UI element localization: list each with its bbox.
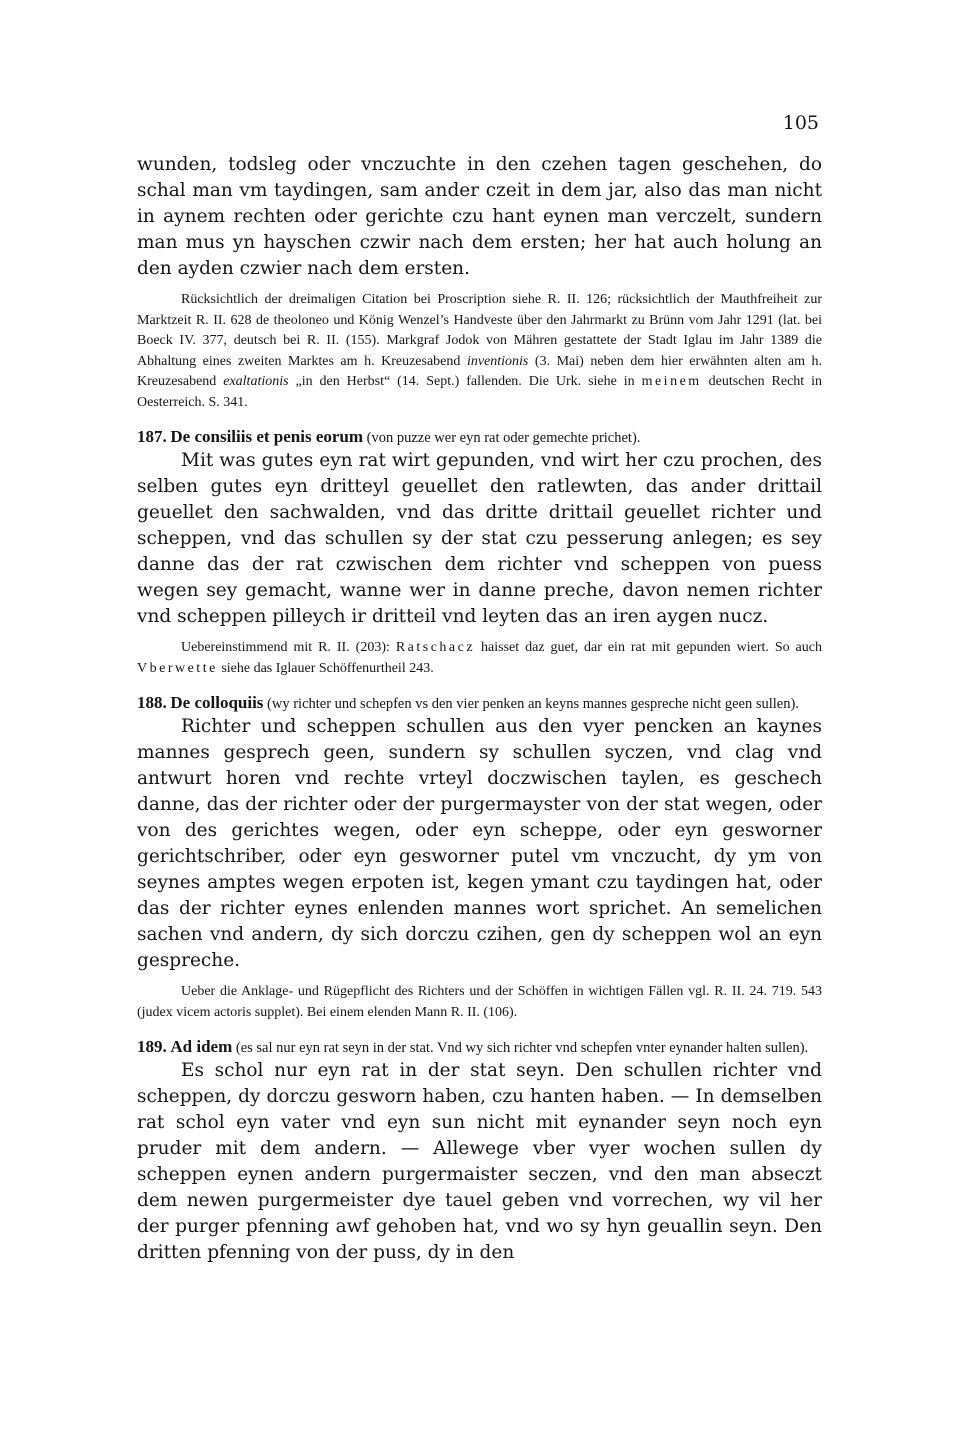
section-187-note: Uebereinstimmend mit R. II. (203): Ratschacz haisset daz guet, dar ein rat mit gepunden wiert. So auch Vberwette siehe das Iglauer Schöffenurtheil 243. [137,640,822,676]
section-188-body: Richter und scheppen schullen aus den vyer pencken an kaynes mannes gesprech geen, sundern sy schullen syczen, vnd clag vnd antwurt horen vnd rechte vrteyl doczwischen taylen, es geschech danne, das der richter oder der purgermayster von der stat wegen, oder von des gerichtes wegen, oder eyn scheppe, oder eyn gesworner gerichtschriber, oder eyn gesworner putel vm vnczucht, dy ym von seynes amptes wegen erpoten ist, kegen ymant czu taydingen hat, oder das der richter eynes enlenden mannes wort sprichet. An semelichen sachen vnd andern, dy sich dorczu czihen, gen dy scheppen wol an eyn gespreche. [137,716,822,971]
page-content [137,152,822,1266]
intro-note: Rücksichtlich der dreimaligen Citation bei Proscription siehe R. II. 126; rücksichtlich der Mauthfreiheit zur Marktzeit R. II. 628 de theoloneo und König Wenzel’s Handveste über den Jahrmarkt zu Brünn vom Jahr 1291 (lat. bei Boeck IV. 377, deutsch bei R. II. (155). Markgraf Jodok von Mähren gestattete der Stadt Iglau im Jahr 1389 die Abhaltung eines zweiten Marktes am h. Kreuzesabend inventionis (3. Mai) neben dem hier erwähnten alten am h. Kreuzesabend exaltationis „in den Herbst“ (14. Sept.) fallenden. Die Urk. siehe in meinem deutschen Recht in Oesterreich. S. 341. [137,292,822,410]
section-189-heading: 189. Ad idem (es sal nur eyn rat seyn in der stat. Vnd wy sich richter vnd schepfen vnter eynander halten sullen). [137,1037,809,1056]
page-number: 105 [782,112,819,134]
intro-paragraph: wunden, todsleg oder vnczuchte in den czehen tagen geschehen, do schal man vm taydingen, sam ander czeit in dem jar, also das man nicht in aynem rechten oder gerichte czu hant eynen man verczelt, sundern man mus yn hayschen czwir nach dem ersten; her hat auch holung an den ayden czwier nach dem ersten. [137,154,822,279]
section-188-note: Ueber die Anklage- und Rügepflicht des Richters und der Schöffen in wichtigen Fällen vgl. R. II. 24. 719. 543 (judex vicem actoris supplet). Bei einem elenden Mann R. II. (106). [137,984,822,1020]
section-189-body: Es schol nur eyn rat in der stat seyn. Den schullen richter vnd scheppen, dy dorczu gesworn haben, czu hanten haben. — In demselben rat schol eyn vater vnd eyn sun nicht mit eynander seyn noch eyn pruder mit dem andern. — Allewege vber vyer wochen sullen dy scheppen eynen andern purgermaister seczen, vnd den man abseczt dem newen purgermeister dye tauel geben vnd vorrechen, wy vil her der purger pfenning awf gehoben hat, vnd wo sy hyn geuallin seyn. Den dritten pfenning von der puss, dy in den [137,1060,822,1263]
section-187-heading: 187. De consiliis et penis eorum (von puzze wer eyn rat oder gemechte prichet). [137,427,641,446]
section-187-body: Mit was gutes eyn rat wirt gepunden, vnd wirt her czu prochen, des selben gutes eyn dritteyl geuellet den ratlewten, das ander drittail geuellet den sachwalden, vnd das dritte drittail geuellet richter und scheppen, vnd das schullen sy der stat czu pesserung anlegen; es sey danne das der rat czwischen dem richter vnd scheppen von puess wegen sey gemacht, wanne wer in danne preche, davon nemen richter vnd scheppen pilleych ir dritteil vnd leyten das an iren aygen nucz. [137,450,822,627]
section-188-heading: 188. De colloquiis (wy richter und schepfen vs den vier penken an keyns mannes gespreche nicht geen sullen). [137,693,799,712]
